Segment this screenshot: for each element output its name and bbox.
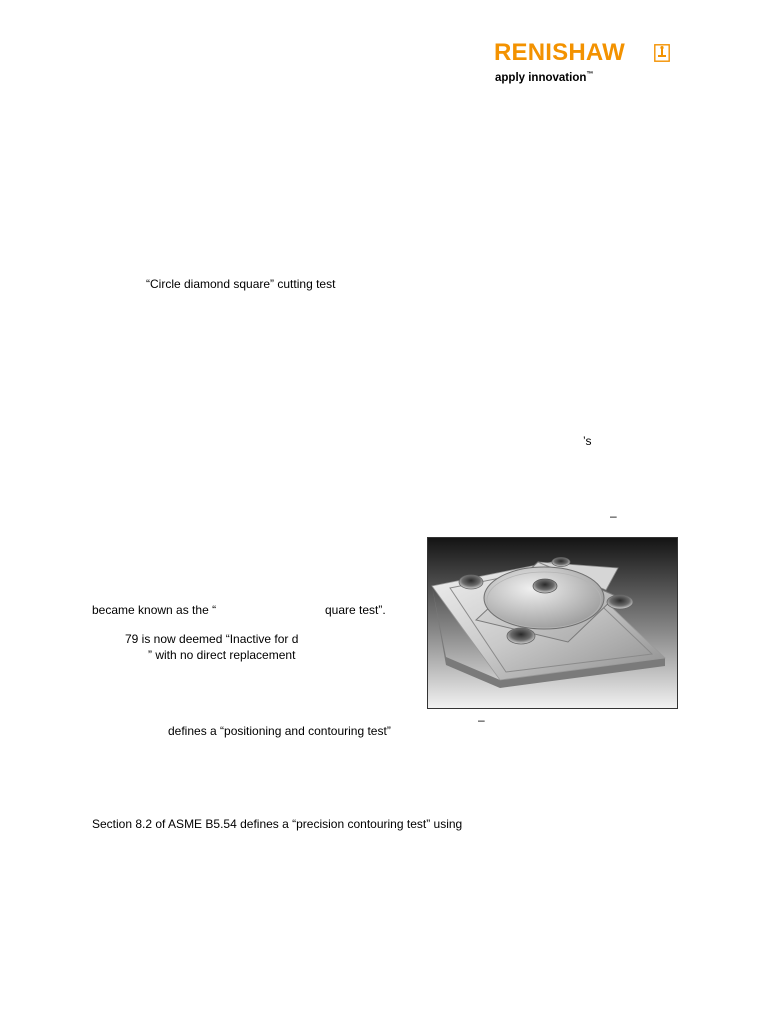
became-known-text: became known as the “ [92, 603, 217, 617]
dash-fragment: – [610, 509, 617, 523]
inactive-text: 79 is now deemed “Inactive for d [125, 632, 299, 646]
trademark-mark: ™ [586, 71, 594, 78]
quare-test-text: quare test”. [325, 603, 386, 617]
possessive-fragment: ’s [583, 434, 592, 448]
section-8-2-text: Section 8.2 of ASME B5.54 defines a “precision contouring test” using [92, 817, 463, 831]
dash-fragment-2: – [478, 713, 485, 727]
renishaw-probe-icon [654, 44, 670, 62]
logo-tagline-text: apply innovation [495, 71, 587, 84]
test-piece-image [427, 537, 678, 709]
test-piece-drawing [428, 538, 678, 709]
positioning-test-text: defines a “positioning and contouring test” [168, 724, 391, 738]
cds-test-heading: “Circle diamond square” cutting test [146, 277, 336, 291]
renishaw-logo [494, 40, 684, 86]
logo-wordmark: RENISHAW [494, 39, 625, 66]
logo-tagline [495, 68, 593, 85]
no-replacement-text: ” with no direct replacement [148, 648, 296, 662]
